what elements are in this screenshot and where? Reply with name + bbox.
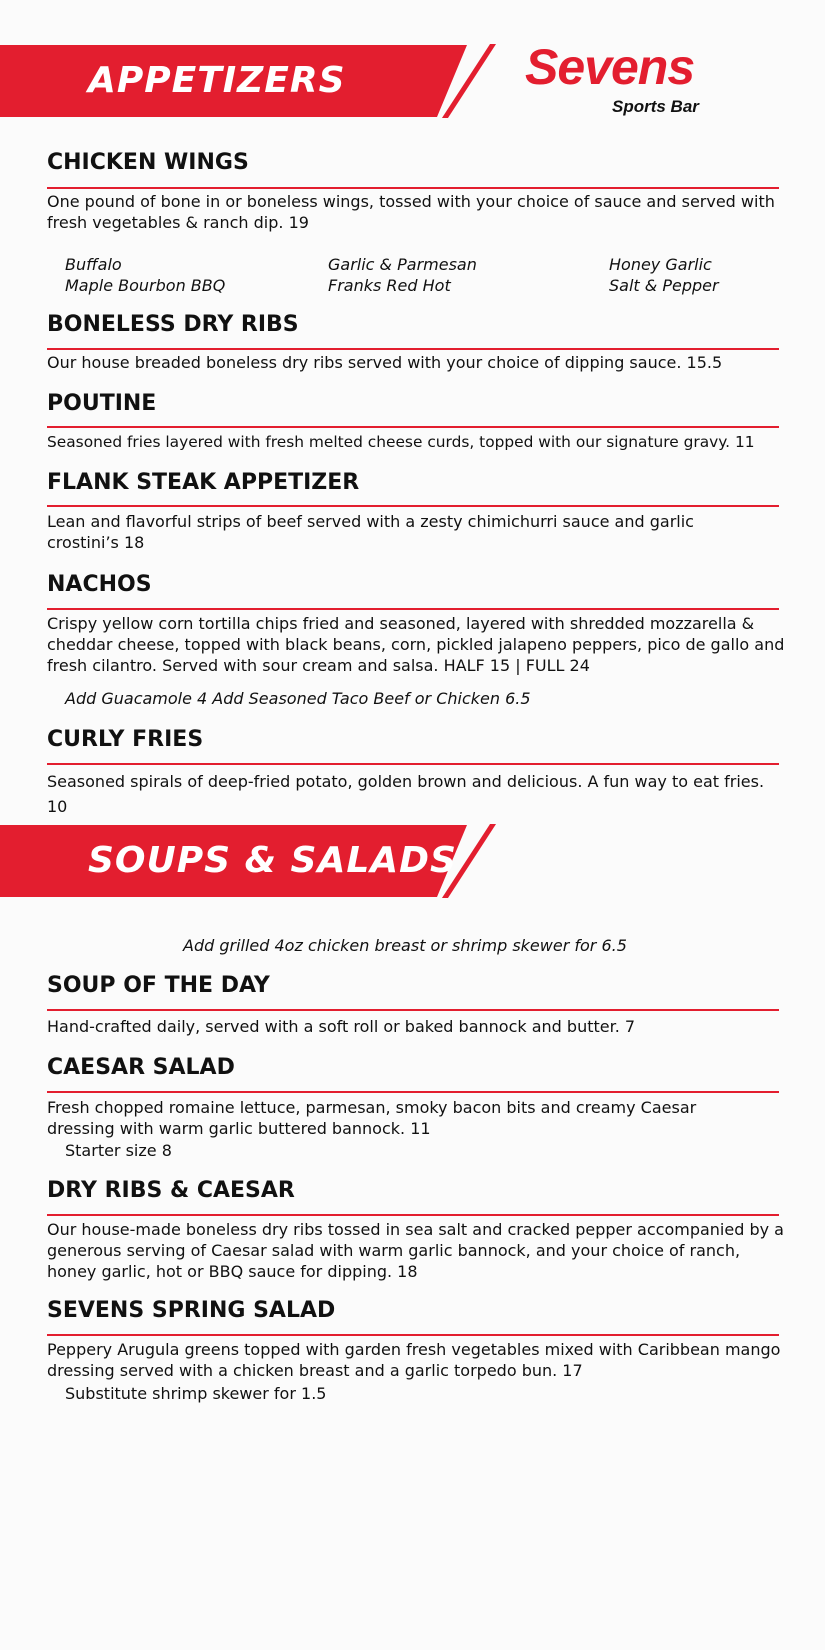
sauce-option: Salt & Pepper bbox=[609, 276, 719, 295]
title-rule bbox=[47, 348, 779, 350]
title-rule bbox=[47, 505, 779, 507]
title-rule bbox=[47, 1334, 779, 1336]
item-title: NACHOS bbox=[47, 572, 152, 597]
appetizers-heading: APPETIZERS bbox=[88, 60, 346, 101]
item-description: One pound of bone in or boneless wings, tossed with your choice of sauce and served with fresh vegetables & ranch dip. 19 bbox=[47, 192, 775, 232]
item-description: Hand-crafted daily, served with a soft roll or baked bannock and butter. 7 bbox=[47, 1017, 636, 1036]
item-note: Starter size 8 bbox=[65, 1141, 172, 1160]
logo: Sevens bbox=[525, 39, 695, 95]
item-description: Our house breaded boneless dry ribs served with your choice of dipping sauce. 15.5 bbox=[47, 353, 723, 372]
title-rule bbox=[47, 1091, 779, 1093]
item-description: Seasoned spirals of deep-fried potato, golden brown and delicious. A fun way to eat fries. 10 bbox=[47, 772, 765, 816]
title-rule bbox=[47, 426, 779, 428]
section-intro-note: Add grilled 4oz chicken breast or shrimp skewer for 6.5 bbox=[183, 936, 627, 955]
item-description: Crispy yellow corn tortilla chips fried and seasoned, layered with shredded mozzarella & cheddar cheese, topped with black beans, corn, pickled jalapeno peppers, pico de gallo and fresh cilantro. Served with sour cream and salsa. HALF 15 | FULL 24 bbox=[47, 614, 785, 675]
item-note: Substitute shrimp skewer for 1.5 bbox=[65, 1384, 327, 1403]
soups-salads-heading: SOUPS & SALADS bbox=[88, 840, 457, 881]
sauce-option: Buffalo bbox=[65, 255, 122, 274]
item-description: Peppery Arugula greens topped with garden fresh vegetables mixed with Caribbean mango dressing served with a chicken breast and a garlic torpedo bun. 17 bbox=[47, 1340, 781, 1380]
item-title: SOUP OF THE DAY bbox=[47, 973, 270, 998]
item-title: CAESAR SALAD bbox=[47, 1055, 235, 1080]
item-title: BONELESS DRY RIBS bbox=[47, 312, 299, 337]
item-description: Fresh chopped romaine lettuce, parmesan, smoky bacon bits and creamy Caesar dressing with warm garlic buttered bannock. 11 bbox=[47, 1098, 697, 1138]
sauce-option: Garlic & Parmesan bbox=[328, 255, 477, 274]
item-description: Lean and flavorful strips of beef served with a zesty chimichurri sauce and garlic crostini’s 18 bbox=[47, 512, 694, 552]
title-rule bbox=[47, 187, 779, 189]
title-rule bbox=[47, 1009, 779, 1011]
title-rule bbox=[47, 1214, 779, 1216]
item-addon-note: Add Guacamole 4 Add Seasoned Taco Beef or Chicken 6.5 bbox=[65, 689, 531, 708]
title-rule bbox=[47, 763, 779, 765]
item-title: DRY RIBS & CAESAR bbox=[47, 1178, 295, 1203]
sauce-option: Honey Garlic bbox=[609, 255, 712, 274]
item-description: Seasoned fries layered with fresh melted cheese curds, topped with our signature gravy. 11 bbox=[47, 433, 755, 451]
title-rule bbox=[47, 608, 779, 610]
item-title: SEVENS SPRING SALAD bbox=[47, 1298, 336, 1323]
sauce-option: Franks Red Hot bbox=[328, 276, 451, 295]
sauce-option: Maple Bourbon BBQ bbox=[65, 276, 226, 295]
item-title: CHICKEN WINGS bbox=[47, 150, 249, 175]
item-title: POUTINE bbox=[47, 391, 157, 416]
item-description: Our house-made boneless dry ribs tossed in sea salt and cracked pepper accompanied by a generous serving of Caesar salad with warm garlic bannock, and your choice of ranch, honey garlic, hot or BBQ sauce for dipping. 18 bbox=[47, 1220, 784, 1281]
logo-tagline: Sports Bar bbox=[612, 97, 699, 116]
item-title: CURLY FRIES bbox=[47, 727, 204, 752]
item-title: FLANK STEAK APPETIZER bbox=[47, 470, 360, 495]
